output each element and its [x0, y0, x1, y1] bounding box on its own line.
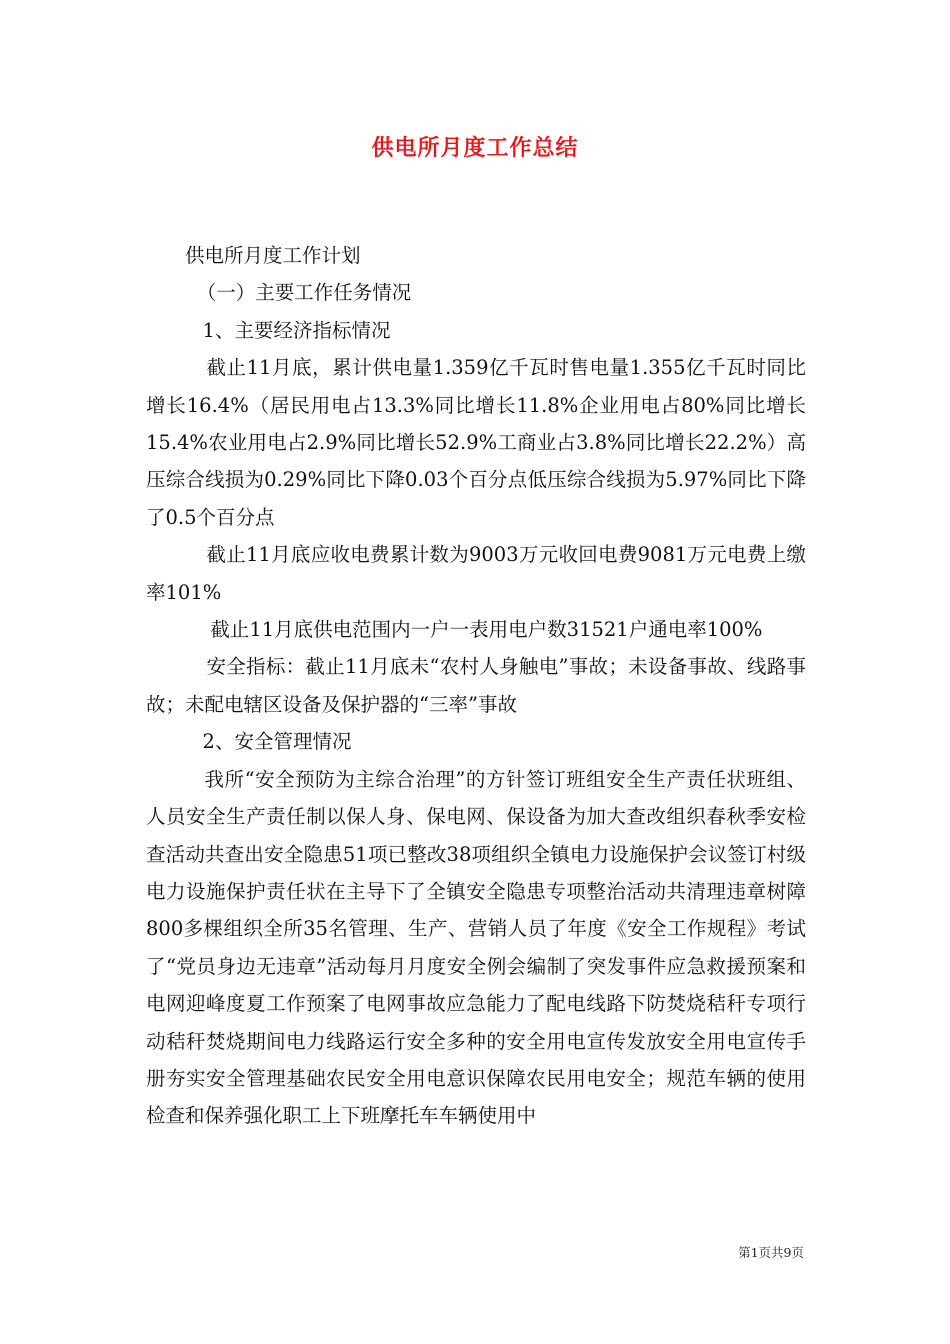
paragraph-plan-heading: 供电所月度工作计划 [185, 244, 361, 267]
paragraph-households: 截止11月底供电范围内一户一表用电户数31521户通电率100% [210, 618, 763, 642]
paragraph-safety-management: 我所“安全预防为主综合治理”的方针签订班组安全生产责任状班组、人员安全生产责任制以保人身、保电网、保设备为加大查改组织春秋季安检查活动共查出安全隐患51项已整改38项组织全镇电力设施保护会议签订村级电力设施保护责任状在主导下了全镇安全隐患专项整治活动共清理违章树障800多棵组织全所35名管理、生产、营销人员了年度《安全工作规程》考试了“党员身边无违章”活动每月月度安全例会编制了突发事件应急救援预案和电网迎峰度夏工作预案了电网事故应急能力了配电线路下防焚烧秸秆专项行动秸秆焚烧期间电力线路运行安全多种的安全用电宣传发放安全用电宣传手册夯实安全管理基础农民安全用电意识保障农民用电安全；规范车辆的使用检查和保养强化职工上下班摩托车车辆使用中 [146, 767, 806, 1128]
document-title: 供电所月度工作总结 [371, 136, 579, 161]
paragraph-section-heading: （一）主要工作任务情况 [196, 281, 412, 305]
paragraph-safety-indicators: 安全指标：截止11月底未“农村人身触电”事故；未设备事故、线路事故；未配电辖区设备及保护器的“三率”事故 [146, 655, 806, 716]
paragraph-electricity-fees: 截止11月底应收电费累计数为9003万元收回电费9081万元电费上缴率101% [146, 543, 806, 604]
paragraph-power-supply: 截止11月底，累计供电量1.359亿千瓦时售电量1.355亿千瓦时同比增长16.4%（居民用电占13.3%同比增长11.8%企业用电占80%同比增长15.4%农业用电占2.9%同比增长52.9%工商业占3.8%同比增长22.2%）高压综合线损为0.29%同比下降0.03个百分点低压综合线损为5.97%同比下降了0.5个百分点 [146, 356, 806, 529]
paragraph-subsection-economic: 1、主要经济指标情况 [202, 318, 391, 342]
document-body [146, 237, 806, 1135]
paragraph-subsection-safety: 2、安全管理情况 [202, 730, 352, 754]
page-number: 第1页共9页 [738, 1245, 804, 1260]
